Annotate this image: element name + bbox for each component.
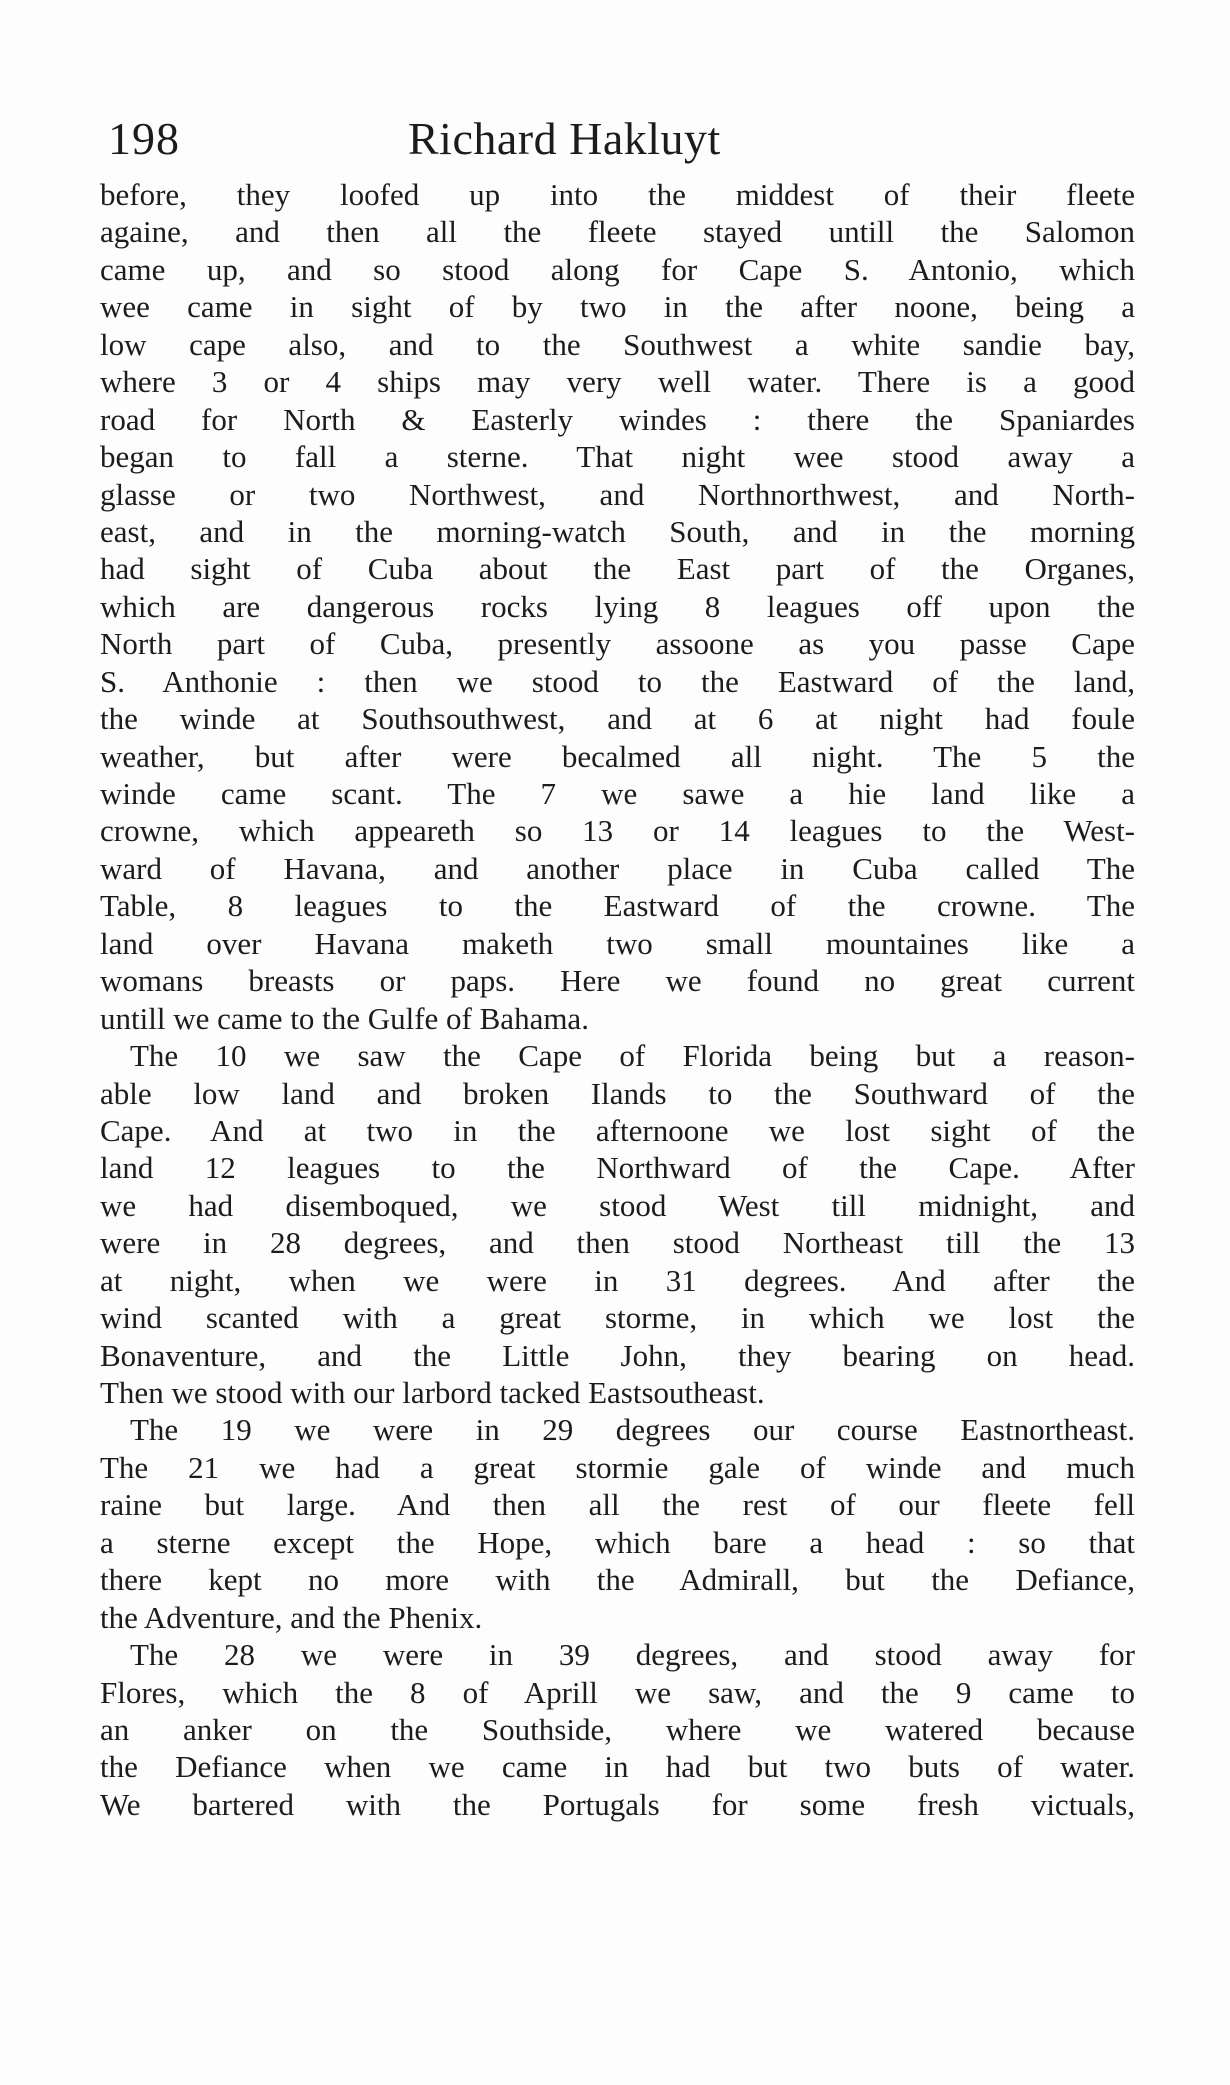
page-number: 198	[108, 113, 180, 164]
text-line: the winde at Southsouthwest, and at 6 at night had foule	[100, 701, 1135, 737]
text-line: Then we stood with our larbord tacked Eastsoutheast.	[100, 1375, 765, 1410]
text-line: began to fall a sterne. That night wee stood away a	[100, 439, 1135, 475]
body-text	[100, 176, 1135, 1823]
running-head: Richard Hakluyt	[408, 113, 721, 164]
text-line: an anker on the Southside, where we watered because	[100, 1711, 1135, 1747]
text-line: womans breasts or paps. Here we found no great current	[100, 963, 1135, 999]
text-line: at night, when we were in 31 degrees. And after the	[100, 1262, 1135, 1298]
text-line: Table, 8 leagues to the Eastward of the crowne. The	[100, 888, 1135, 924]
text-line: We bartered with the Portugals for some fresh victuals,	[100, 1786, 1135, 1822]
text-line: which are dangerous rocks lying 8 leagues off upon the	[100, 588, 1135, 624]
text-line: againe, and then all the fleete stayed untill the Salomon	[100, 214, 1135, 250]
text-line: wind scanted with a great storme, in which we lost the	[100, 1300, 1135, 1336]
text-line: before, they loofed up into the middest of their fleete	[100, 177, 1135, 212]
text-line: came up, and so stood along for Cape S. Antonio, which	[100, 251, 1135, 287]
text-line: crowne, which appeareth so 13 or 14 leagues to the West-	[100, 813, 1135, 849]
text-line: glasse or two Northwest, and Northnorthwest, and North-	[100, 476, 1135, 512]
text-line: the Adventure, and the Phenix.	[100, 1599, 483, 1635]
text-line: Bonaventure, and the Little John, they bearing on head.	[100, 1337, 1135, 1373]
text-line: North part of Cuba, presently assoone as you passe Cape	[100, 626, 1135, 662]
text-line: untill we came to the Gulfe of Bahama.	[100, 1000, 589, 1036]
text-line: S. Anthonie : then we stood to the Eastward of the land,	[100, 663, 1135, 699]
text-line: east, and in the morning-watch South, and in the morning	[100, 513, 1135, 549]
text-line: Flores, which the 8 of Aprill we saw, and the 9 came to	[100, 1674, 1135, 1710]
text-line: raine but large. And then all the rest of our fleete fell	[100, 1487, 1135, 1523]
text-line: a sterne except the Hope, which bare a head : so that	[100, 1524, 1135, 1560]
text-line: The 28 we were in 39 degrees, and stood away for	[130, 1637, 1135, 1673]
text-line: low cape also, and to the Southwest a white sandie bay,	[100, 326, 1135, 362]
text-line: the Defiance when we came in had but two buts of water.	[100, 1749, 1135, 1785]
text-line: The 10 we saw the Cape of Florida being but a reason-	[130, 1038, 1135, 1074]
text-line: road for North & Easterly windes : there the Spaniardes	[100, 401, 1135, 437]
text-line: had sight of Cuba about the East part of the Organes,	[100, 551, 1135, 587]
page-header	[108, 108, 1138, 170]
text-line: wee came in sight of by two in the after noone, being a	[100, 289, 1135, 325]
text-line: able low land and broken Ilands to the Southward of the	[100, 1075, 1135, 1111]
text-line: we had disemboqued, we stood West till midnight, and	[100, 1187, 1135, 1223]
text-line: weather, but after were becalmed all night. The 5 the	[100, 738, 1135, 774]
text-line: The 21 we had a great stormie gale of winde and much	[100, 1449, 1135, 1485]
text-line: where 3 or 4 ships may very well water. There is a good	[100, 364, 1135, 400]
text-line: The 19 we were in 29 degrees our course Eastnortheast.	[130, 1412, 1135, 1448]
text-line: land over Havana maketh two small mountaines like a	[100, 925, 1135, 961]
text-line: ward of Havana, and another place in Cuba called The	[100, 850, 1135, 886]
text-line: land 12 leagues to the Northward of the Cape. After	[100, 1150, 1135, 1186]
text-line: were in 28 degrees, and then stood Northeast till the 13	[100, 1225, 1135, 1261]
text-line: Cape. And at two in the afternoone we lost sight of the	[100, 1112, 1135, 1148]
text-line: winde came scant. The 7 we sawe a hie land like a	[100, 776, 1135, 811]
text-line: there kept no more with the Admirall, but the Defiance,	[100, 1562, 1135, 1598]
